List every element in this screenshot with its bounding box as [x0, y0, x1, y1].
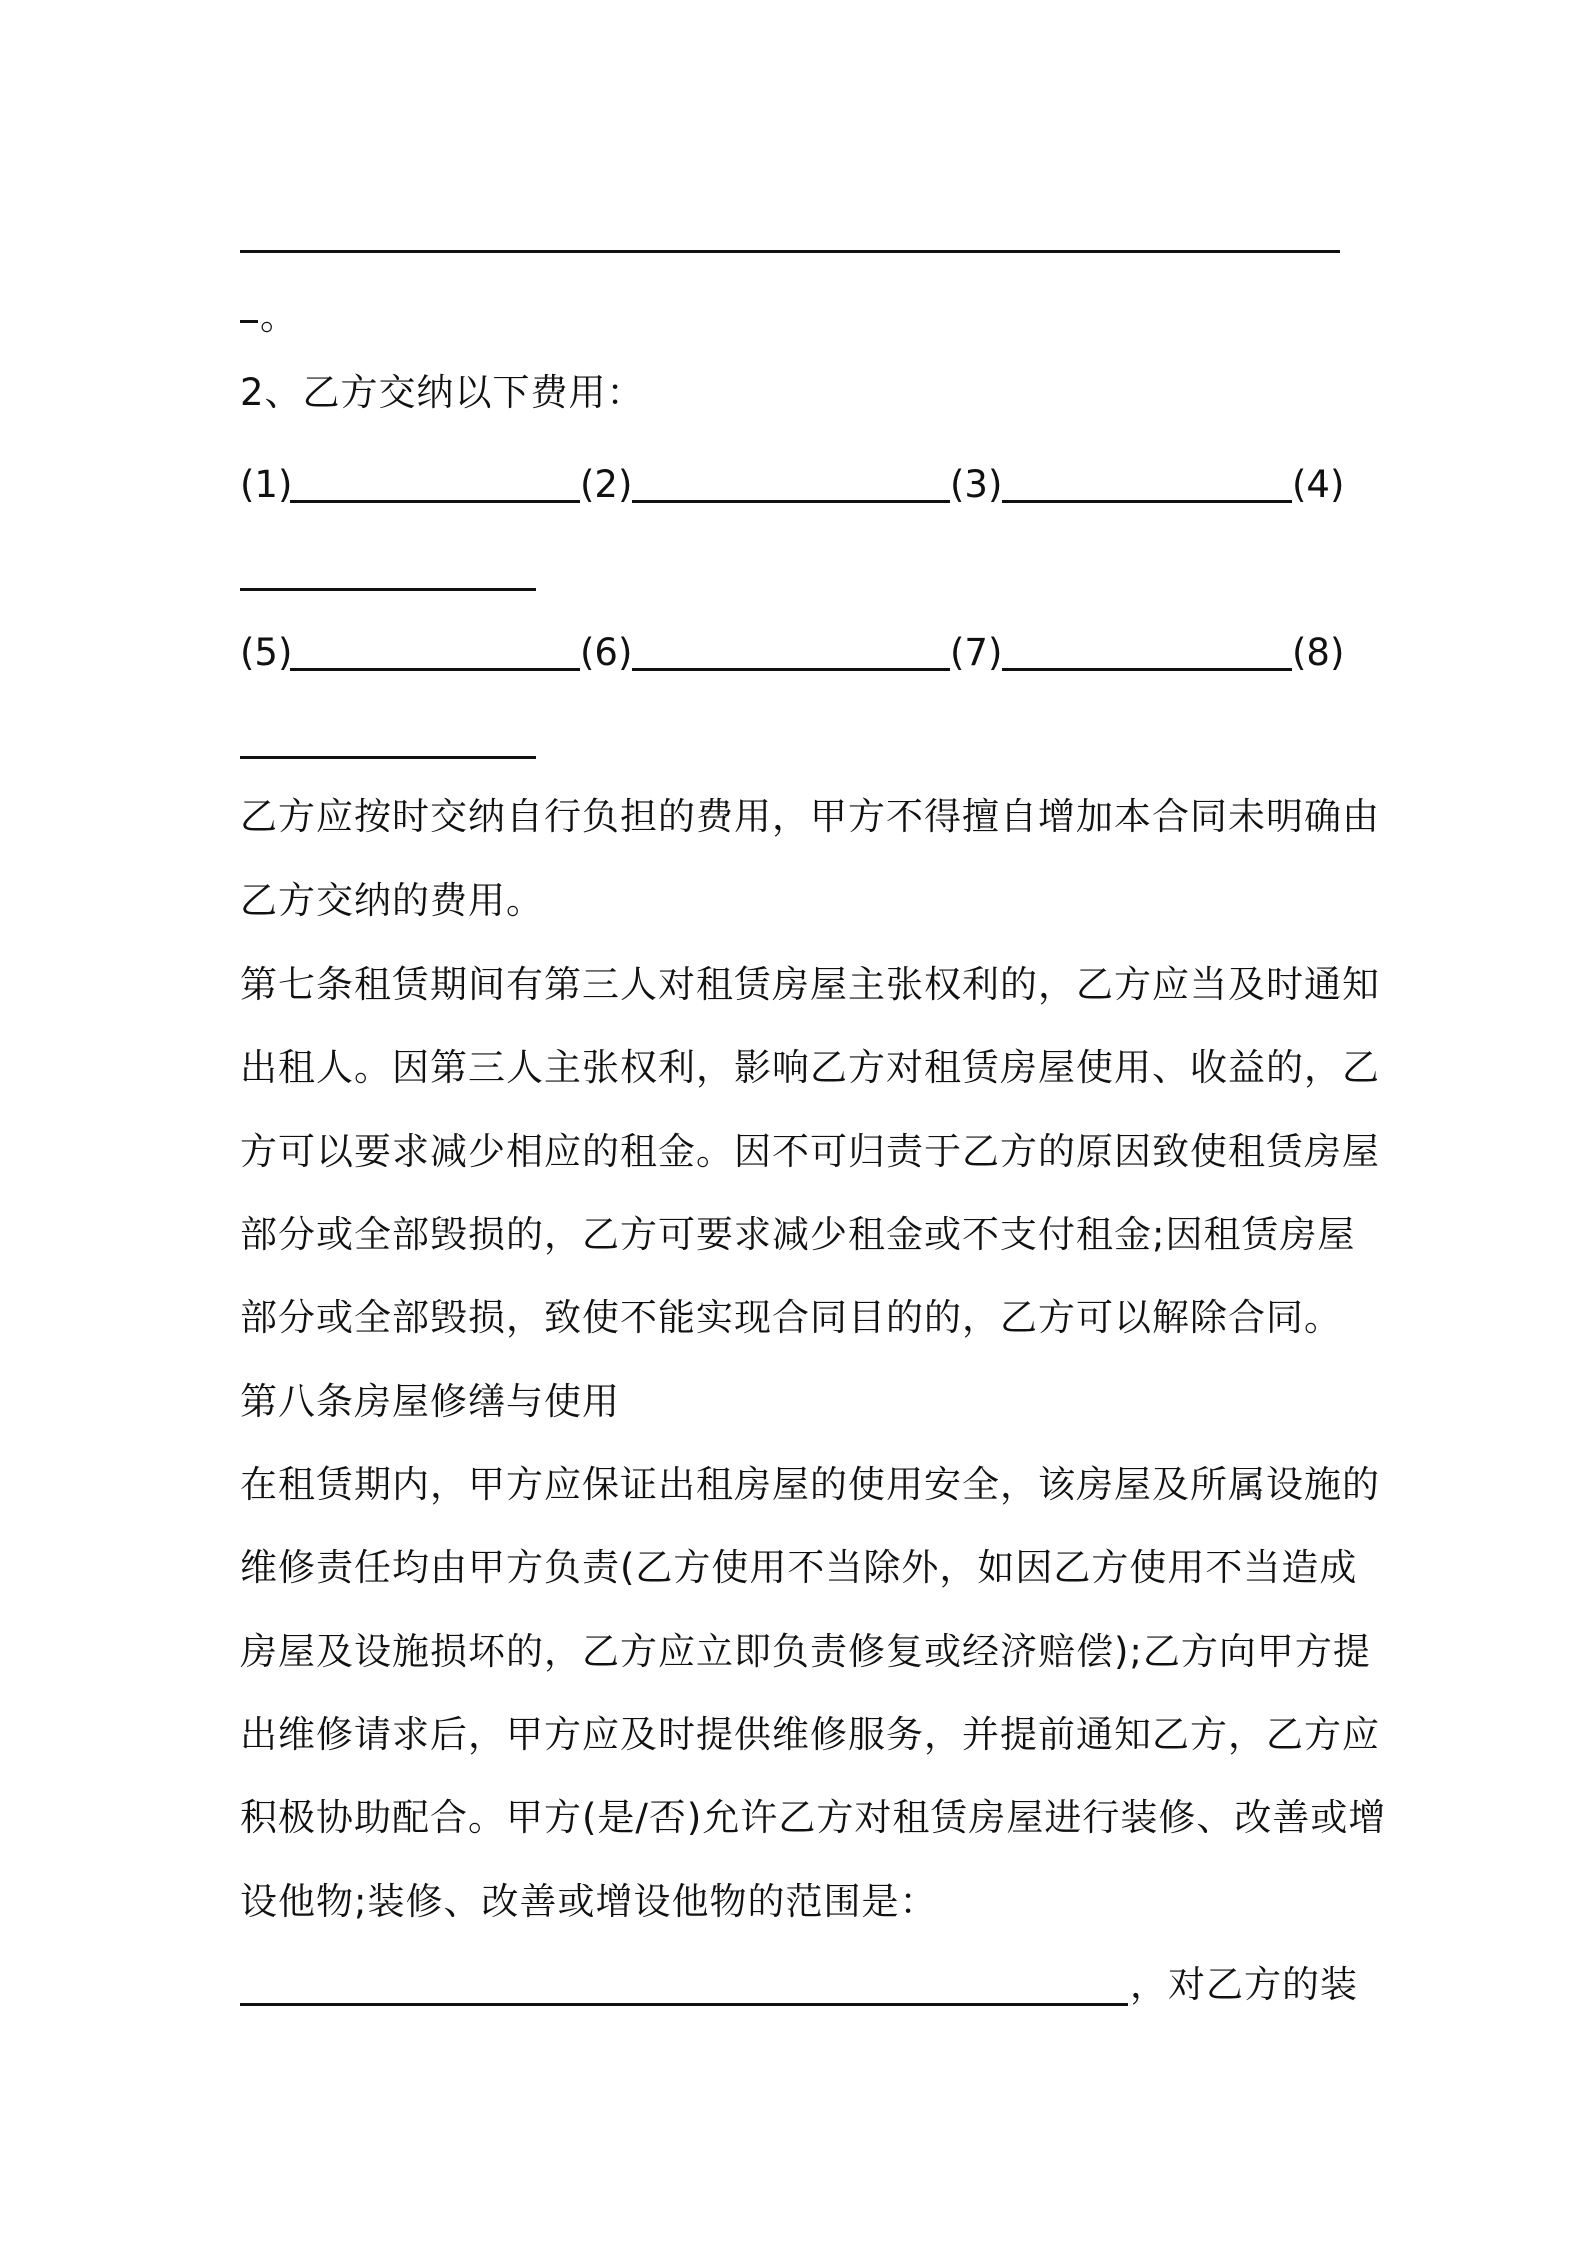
article8-line: 积极协助配合。甲方(是/否)允许乙方对租赁房屋进行装修、改善或增: [240, 1796, 1387, 1839]
fee-label: (5): [240, 631, 293, 674]
fee-row-1: [240, 460, 1360, 510]
fee-blank: [240, 588, 536, 591]
fee-label: (2): [580, 463, 633, 506]
period: 。: [260, 295, 298, 338]
fee-blank: [290, 668, 580, 671]
fee-label: (1): [240, 463, 293, 506]
fee-label: (7): [950, 631, 1003, 674]
fee-row-2: [240, 628, 1360, 678]
article7-line: 第七条租赁期间有第三人对租赁房屋主张权利的，乙方应当及时通知: [240, 963, 1380, 1006]
fee-blank: [632, 500, 950, 503]
article7-line: 部分或全部毁损的，乙方可要求减少租金或不支付租金;因租赁房屋: [240, 1213, 1356, 1256]
blank-end-line: [240, 292, 1360, 342]
fee-label: (8): [1292, 631, 1345, 674]
fee-label: (3): [950, 463, 1003, 506]
article8-line: 设他物;装修、改善或增设他物的范围是：: [240, 1880, 938, 1923]
fee-note-line: 乙方交纳的费用。: [240, 879, 544, 922]
fee-label: (4): [1292, 463, 1345, 506]
article8-line: 在租赁期内，甲方应保证出租房屋的使用安全，该房屋及所属设施的: [240, 1463, 1380, 1506]
article8-line: 出维修请求后，甲方应及时提供维修服务，并提前通知乙方，乙方应: [240, 1713, 1380, 1756]
article8-line: 房屋及设施损坏的，乙方应立即负责修复或经济赔偿);乙方向甲方提: [240, 1630, 1371, 1673]
article7-line: 方可以要求减少相应的租金。因不可归责于乙方的原因致使租赁房屋: [240, 1130, 1380, 1173]
fee-label: (6): [580, 631, 633, 674]
blank-line-scope: [240, 2003, 1128, 2006]
fee-blank: [290, 500, 580, 503]
blank-line-long: [240, 250, 1340, 253]
fee-blank: [1002, 500, 1292, 503]
fee-blank: [240, 756, 536, 759]
article7-line: 部分或全部毁损，致使不能实现合同目的的，乙方可以解除合同。: [240, 1296, 1342, 1339]
fee-note-line: 乙方应按时交纳自行负担的费用，甲方不得擅自增加本合同未明确由: [240, 795, 1380, 838]
article8-heading: 第八条房屋修缮与使用: [240, 1380, 620, 1423]
fee-blank: [632, 668, 950, 671]
blank-line-short: [240, 320, 258, 323]
article8-line-tail: ，对乙方的装: [1130, 1963, 1358, 2006]
article8-line: 维修责任均由甲方负责(乙方使用不当除外，如因乙方使用不当造成: [240, 1546, 1358, 1589]
fee-blank: [1002, 668, 1292, 671]
article7-line: 出租人。因第三人主张权利，影响乙方对租赁房屋使用、收益的，乙: [240, 1046, 1380, 1089]
item2-heading: 2、乙方交纳以下费用：: [240, 371, 645, 414]
